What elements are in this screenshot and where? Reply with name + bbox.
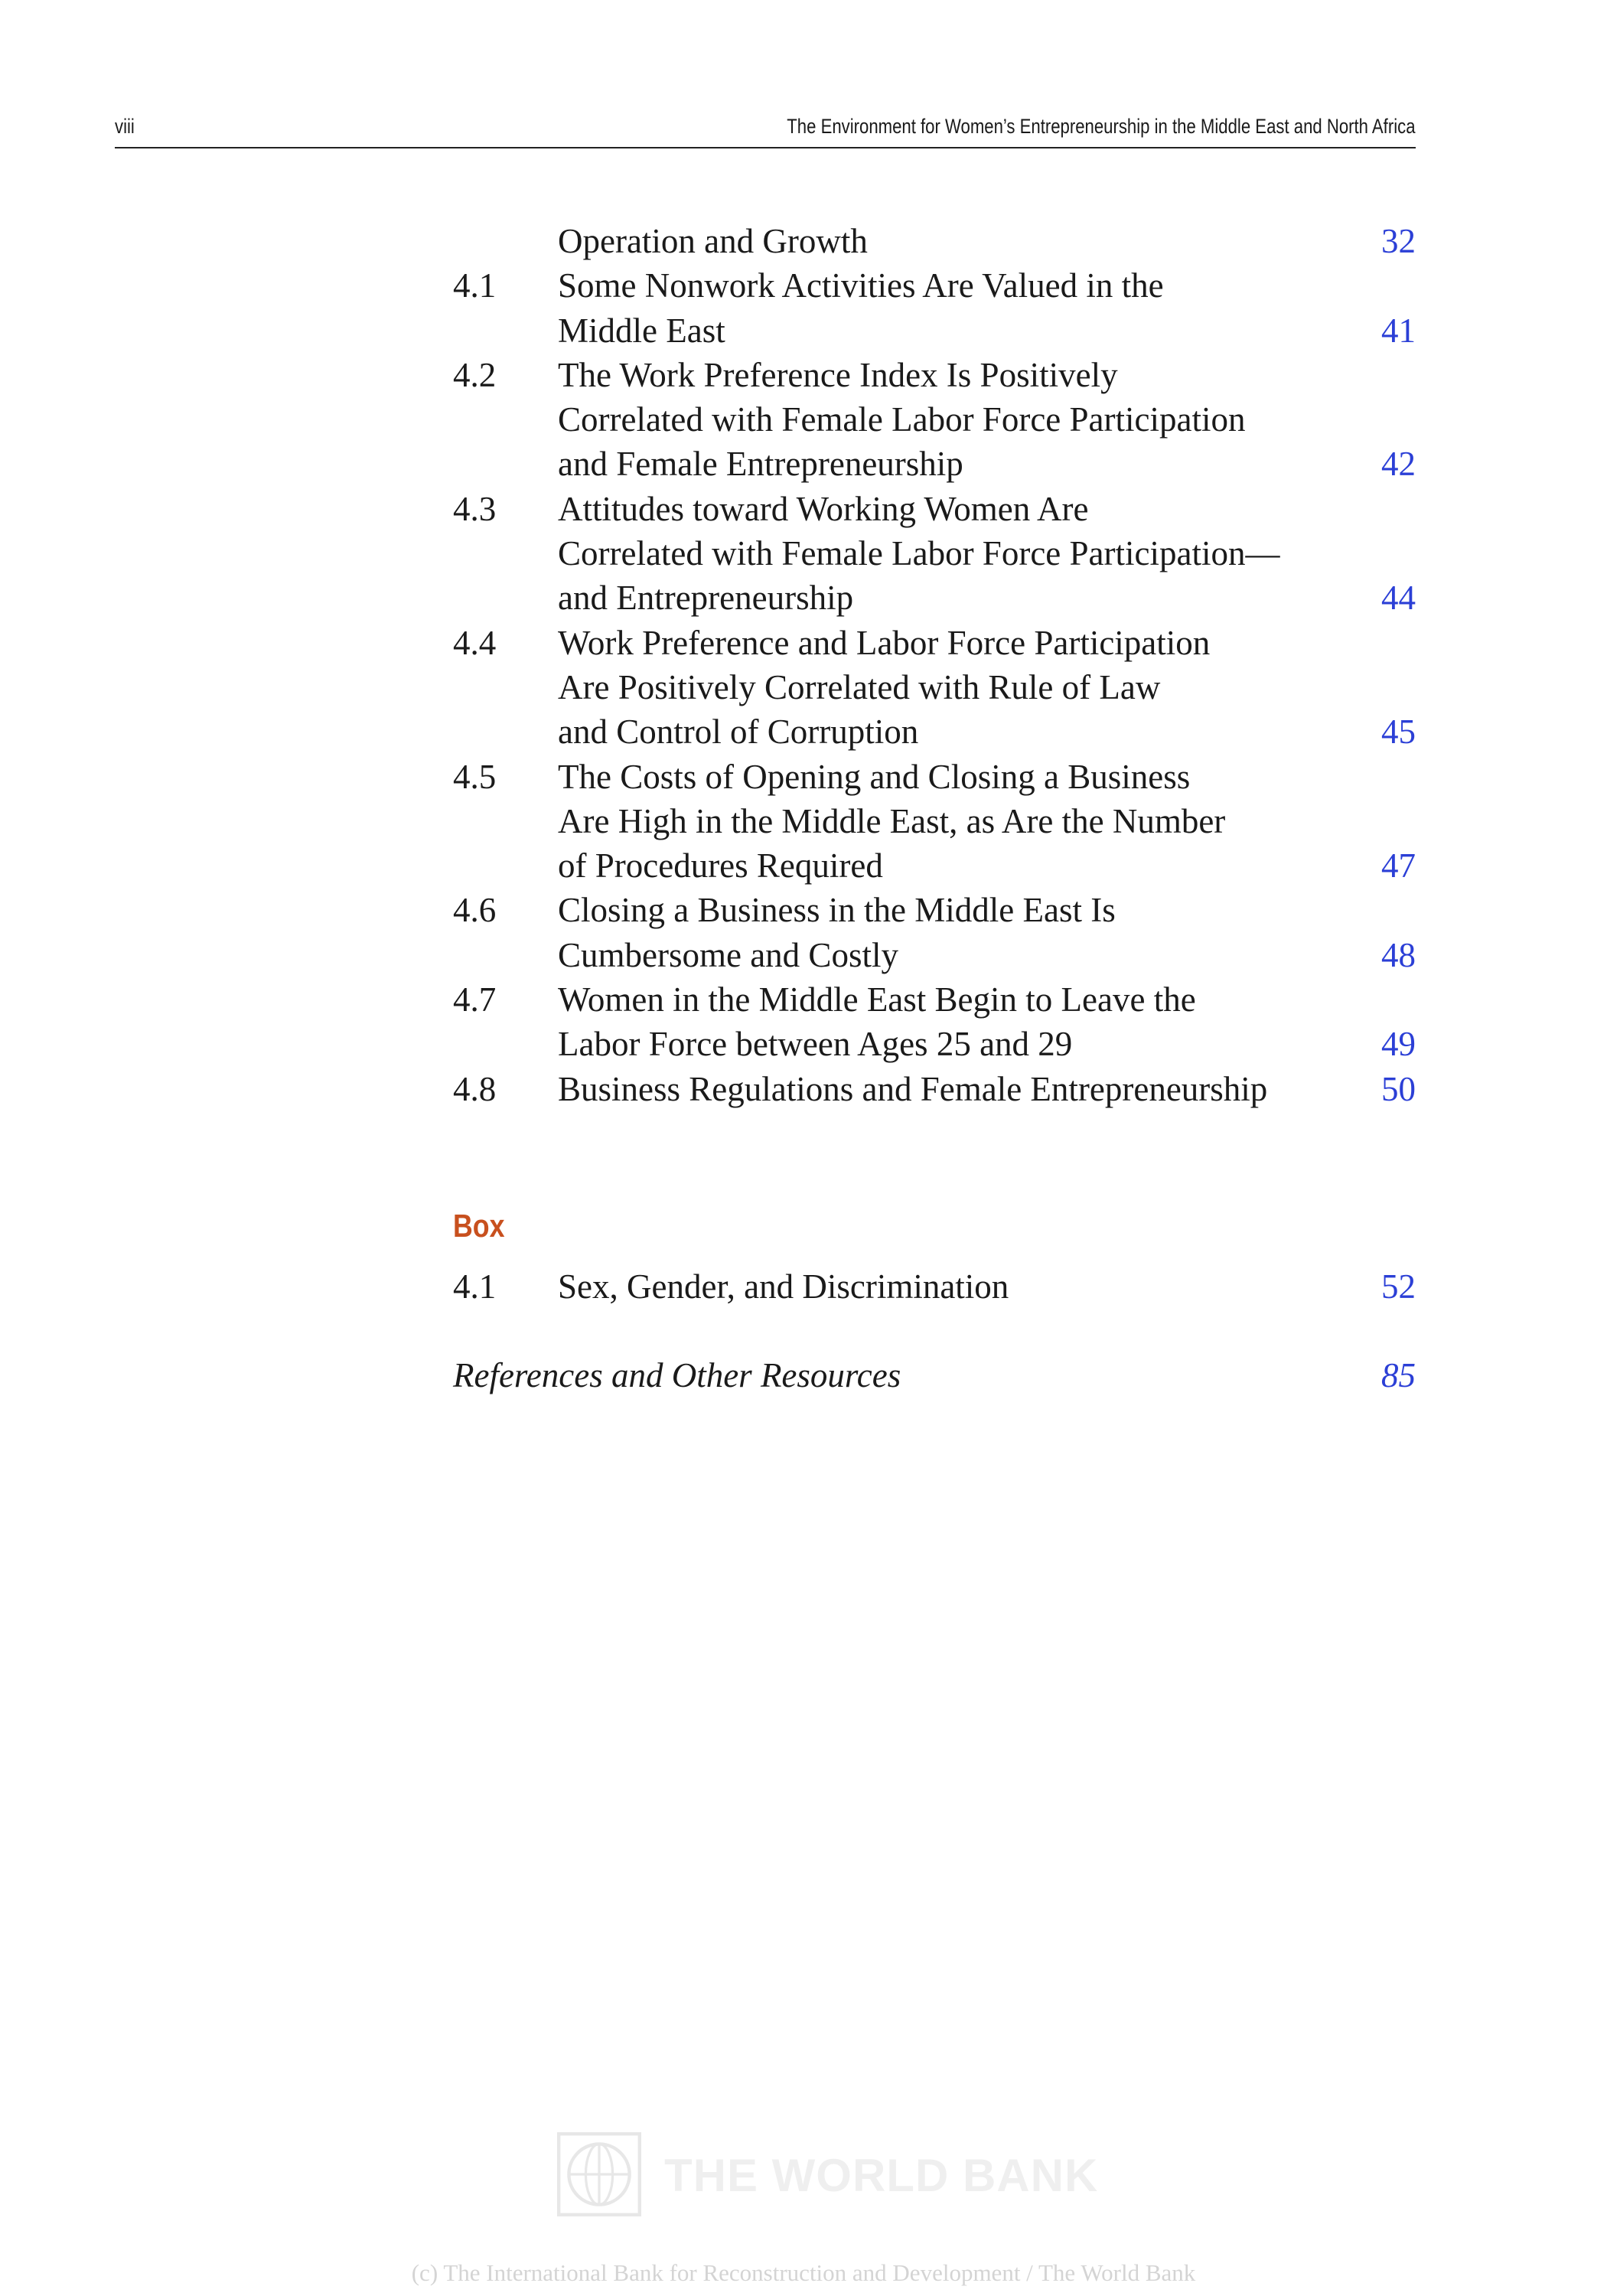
toc-entry-title: Closing a Business in the Middle East Is Cumbersome and Costly <box>558 891 1116 974</box>
toc-entry[interactable] <box>453 621 1416 755</box>
toc-entry[interactable] <box>453 353 1416 487</box>
toc-entry-page-link[interactable]: 52 <box>1381 1267 1416 1306</box>
toc-entry[interactable] <box>453 263 1416 353</box>
toc-entry-number: 4.8 <box>453 1069 497 1108</box>
references-title: References and Other Resources <box>453 1356 901 1394</box>
toc-entry-title: Business Regulations and Female Entrepreneurship <box>558 1069 1268 1108</box>
box-section-heading: Box <box>453 1208 505 1244</box>
box-list <box>453 1264 1416 1309</box>
toc-entry-number: 4.3 <box>453 489 497 528</box>
toc-entry-number: 4.7 <box>453 980 497 1019</box>
toc-entry-page-link[interactable]: 41 <box>1381 311 1416 350</box>
toc-entry-page-link[interactable]: 49 <box>1381 1025 1416 1064</box>
references-entry[interactable] <box>453 1353 1416 1397</box>
toc-entry-page-link[interactable]: 44 <box>1381 579 1416 618</box>
toc-entry-number: 4.1 <box>453 266 497 305</box>
toc-entry-title: The Costs of Opening and Closing a Business Are High in the Middle East, as Are the Number of Procedures Required <box>558 757 1226 885</box>
toc-entry-title: The Work Preference Index Is Positively Correlated with Female Labor Force Participation and Female Entrepreneurship <box>558 355 1246 484</box>
toc-entry-page-link[interactable]: 47 <box>1381 846 1416 885</box>
toc-entry-number: 4.5 <box>453 757 497 796</box>
toc-entry-page-link[interactable]: 48 <box>1381 935 1416 974</box>
toc-entry-number: 4.2 <box>453 355 497 394</box>
figures-list <box>453 219 1416 1111</box>
toc-entry-number: 4.4 <box>453 623 497 662</box>
references-page-link[interactable]: 85 <box>1381 1356 1416 1394</box>
toc-entry-title: Work Preference and Labor Force Participation Are Positively Correlated with Rule of Law and Control of Corruption <box>558 623 1211 752</box>
toc-entry-page-link[interactable]: 32 <box>1381 222 1416 260</box>
toc-entry-title: Sex, Gender, and Discrimination <box>558 1267 1009 1306</box>
watermark-text: THE WORLD BANK <box>664 2150 1099 2201</box>
toc-entry[interactable] <box>453 1264 1416 1309</box>
running-header <box>115 109 1416 148</box>
toc-entry-number: 4.1 <box>453 1267 497 1306</box>
toc-entry-page-link[interactable]: 45 <box>1381 713 1416 752</box>
page-number: viii <box>115 115 135 138</box>
toc-entry[interactable] <box>453 487 1416 621</box>
toc-entry-page-link[interactable]: 42 <box>1381 445 1416 484</box>
toc-entry-title: Attitudes toward Working Women Are Correlated with Female Labor Force Participation— and Entrepreneurship <box>558 489 1280 618</box>
toc-entry-page-link[interactable]: 50 <box>1381 1069 1416 1108</box>
toc-entry[interactable] <box>453 219 1416 263</box>
copyright-notice: (c) The International Bank for Reconstruction and Development / The World Bank <box>411 2259 1196 2286</box>
toc-entry[interactable] <box>453 755 1416 889</box>
toc-entry-number: 4.6 <box>453 891 497 930</box>
toc-entry-title: Operation and Growth <box>558 222 868 260</box>
toc-entry[interactable] <box>453 977 1416 1067</box>
running-title: The Environment for Women’s Entrepreneurship in the Middle East and North Africa <box>787 115 1416 138</box>
toc-entry-title: Women in the Middle East Begin to Leave the Labor Force between Ages 25 and 29 <box>558 980 1196 1064</box>
toc-entry-title: Some Nonwork Activities Are Valued in the Middle East <box>558 266 1164 350</box>
world-bank-logo-icon <box>557 2132 641 2216</box>
toc-entry[interactable] <box>453 1067 1416 1111</box>
toc-entry[interactable] <box>453 888 1416 977</box>
